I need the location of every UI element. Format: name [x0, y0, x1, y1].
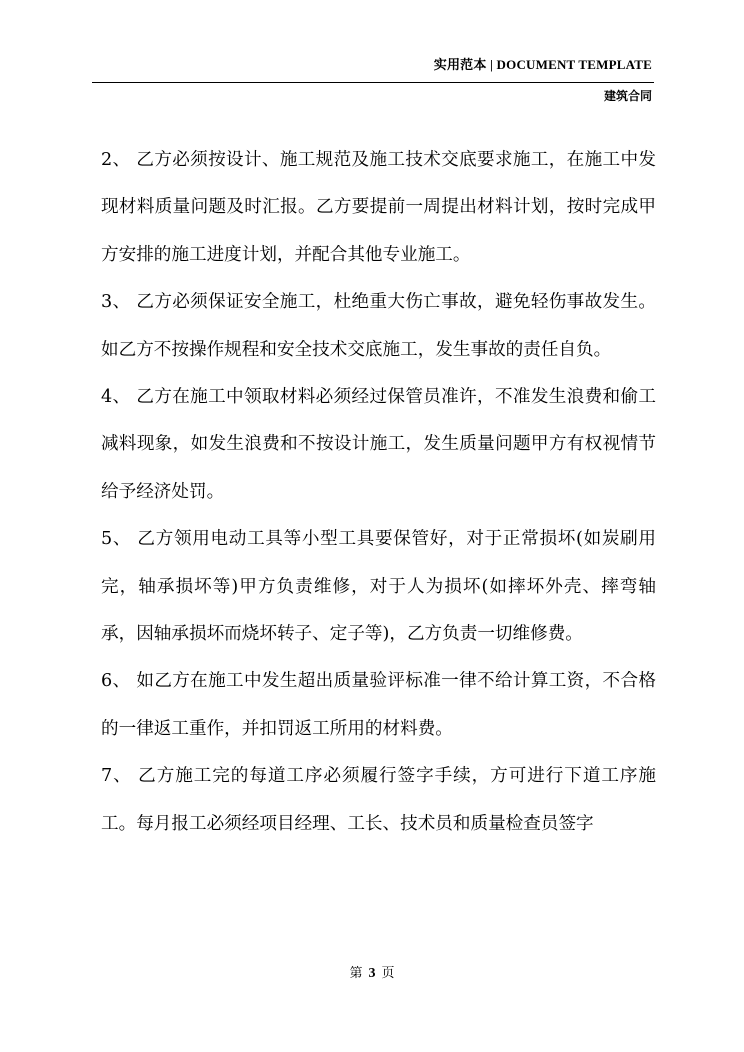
header-subtitle: 建筑合同 [603, 89, 652, 103]
clause-7: 7、 乙方施工完的每道工序必须履行签字手续，方可进行下道工序施工。每月报工必须经项目经理、工长、技术员和质量检查员签字 [101, 766, 656, 834]
clause-4: 4、 乙方在施工中领取材料必须经过保管员准许，不准发生浪费和偷工减料现象，如发生浪费和不按设计施工，发生质量问题甲方有权视情节给予经济处罚。 [101, 387, 656, 502]
header-title: 实用范本 | DOCUMENT TEMPLATE [433, 57, 652, 72]
clause-3: 3、 乙方必须保证安全施工，杜绝重大伤亡事故，避免轻伤事故发生。如乙方不按操作规程和安全技术交底施工，发生事故的责任自负。 [101, 292, 656, 360]
page-footer [0, 962, 744, 982]
header-divider [92, 82, 654, 83]
page-suffix: 页 [381, 966, 395, 981]
clause-2: 2、 乙方必须按设计、施工规范及施工技术交底要求施工，在施工中发现材料质量问题及时汇报。乙方要提前一周提出材料计划，按时完成甲方安排的施工进度计划，并配合其他专业施工。 [101, 150, 656, 265]
clause-5: 5、 乙方领用电动工具等小型工具要保管好，对于正常损坏(如炭刷用完，轴承损坏等)甲方负责维修，对于人为损坏(如摔坏外壳、摔弯轴承，因轴承损坏而烧坏转子、定子等)，乙方负责一切维修费。 [101, 529, 656, 645]
clause-6: 6、 如乙方在施工中发生超出质量验评标准一律不给计算工资，不合格的一律返工重作，并扣罚返工所用的材料费。 [101, 671, 656, 739]
document-body [101, 137, 656, 848]
page-prefix: 第 [349, 966, 363, 981]
page-number: 3 [368, 966, 376, 981]
